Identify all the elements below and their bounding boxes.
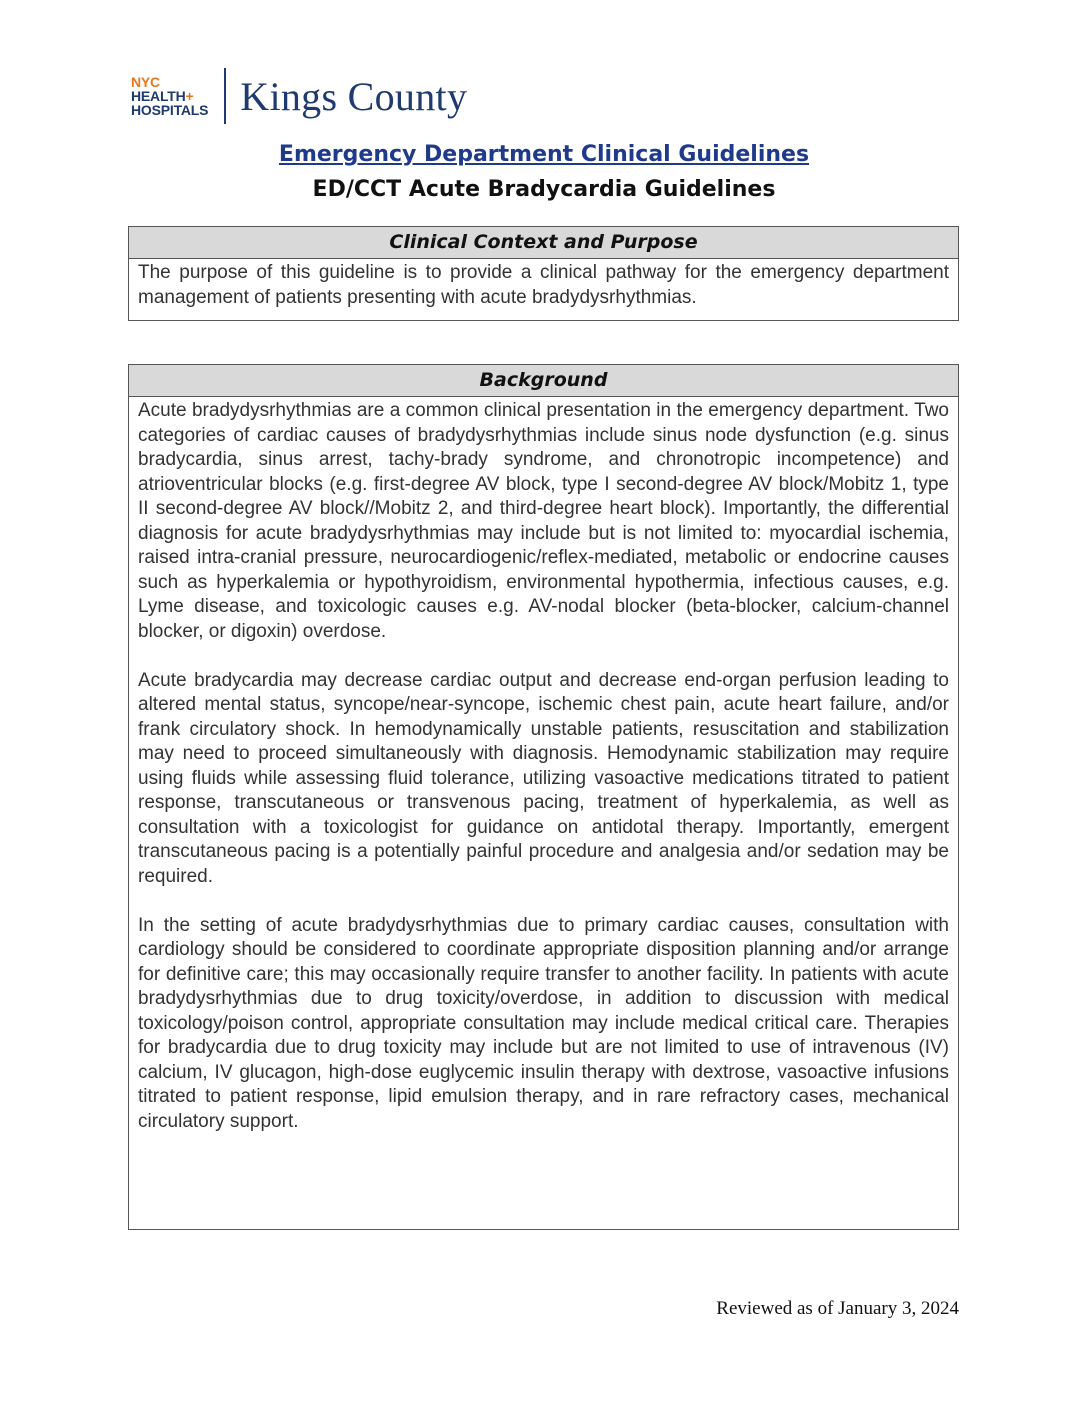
logo-plus-mark: +	[185, 88, 194, 104]
section-heading: Clinical Context and Purpose	[129, 227, 958, 259]
section-paragraph: The purpose of this guideline is to provide a clinical pathway for the emergency department management of patients presenting with acute bradydysrhythmias.	[138, 262, 949, 308]
nyc-health-hospitals-logo	[131, 67, 467, 125]
document-title: Emergency Department Clinical Guidelines	[278, 142, 810, 167]
review-date-footer: Reviewed as of January 3, 2024	[716, 1298, 959, 1319]
logo-line-nyc: NYC	[131, 74, 160, 90]
logo-wordmark	[131, 75, 208, 117]
document-subtitle: ED/CCT Acute Bradycardia Guidelines	[312, 177, 776, 202]
logo-line-health: HEALTH+	[131, 88, 194, 104]
section-paragraph: Acute bradycardia may decrease cardiac output and decrease end-organ perfusion leading to altered mental status, syncope/near-syncope, ischemic chest pain, acute heart failure, and/or frank circulatory shock. In hemodynamically unstable patients, resuscitation and stabilization may need to proceed simultaneously with diagnosis. Hemodynamic stabilization may require using fluids while assessing fluid tolerance, utilizing vasoactive medications titrated to patient response, transcutaneous or transvenous pacing, treatment of hyperkalemia, as well as consultation with a toxicologist for guidance on antidotal therapy. Importantly, emergent transcutaneous pacing is a potentially painful procedure and analgesia and/or sedation may be required.	[138, 669, 949, 887]
section-paragraph: Acute bradydysrhythmias are a common clinical presentation in the emergency department. Two categories of cardiac causes of bradydysrhythmias include sinus node dysfunction (e.g. sinus bradycardia, sinus arrest, tachy-brady syndrome, and chronotropic incompetence) and atrioventricular blocks (e.g. first-degree AV block, type I second-degree AV block/Mobitz 1, type II second-degree AV block//Mobitz 2, and third-degree heart block). Importantly, the differential diagnosis for acute bradydysrhythmias may include but is not limited to: myocardial ischemia, raised intra-cranial pressure, neurocardiogenic/reflex-mediated, metabolic or endocrine causes such as hyperkalemia or hypothyroidism, environmental hypothermia, infectious causes, e.g. Lyme disease, and toxicologic causes e.g. AV-nodal blocker (beta-blocker, calcium-channel blocker, or digoxin) overdose.	[138, 400, 949, 642]
logo-line-hospitals: HOSPITALS	[131, 102, 209, 118]
section-clinical-context	[128, 226, 959, 321]
section-background	[128, 364, 959, 1230]
section-heading: Background	[129, 365, 958, 397]
section-body	[129, 397, 958, 1134]
logo-facility-name: Kings County	[240, 73, 468, 119]
logo-divider	[224, 68, 226, 124]
section-paragraph: In the setting of acute bradydysrhythmias due to primary cardiac causes, consultation with cardiology should be considered to coordinate appropriate disposition planning and/or arrange for definitive care; this may occasionally require transfer to another facility. In patients with acute bradydysrhythmias due to drug toxicity/overdose, in addition to discussion with medical toxicology/poison control, appropriate consultation may include medical critical care. Therapies for bradycardia due to drug toxicity may include but are not limited to use of intravenous (IV) calcium, IV glucagon, high-dose euglycemic insulin therapy with dextrose, vasoactive infusions titrated to patient response, lipid emulsion therapy, and in rare refractory cases, mechanical circulatory support.	[138, 914, 949, 1132]
section-body	[129, 259, 958, 310]
